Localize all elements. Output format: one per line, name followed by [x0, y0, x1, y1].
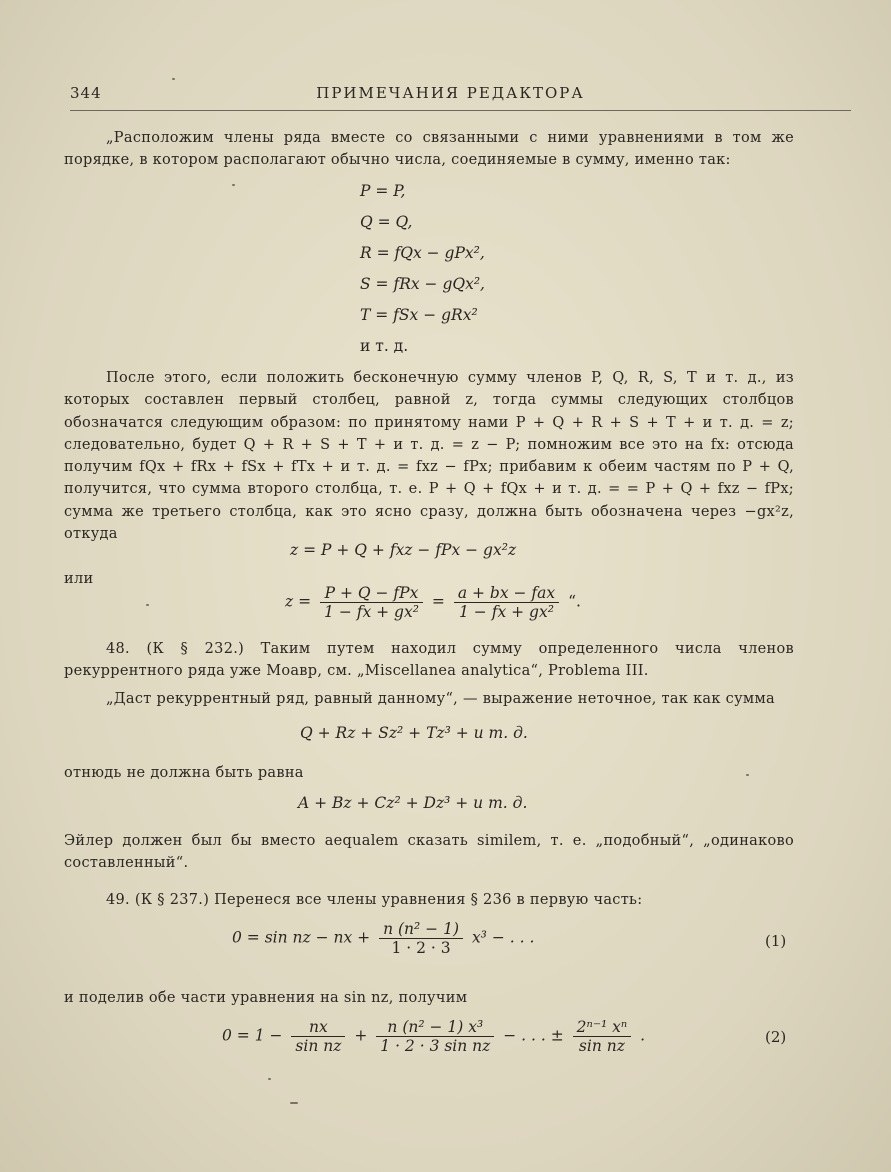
- eq1-numerator: n (n² − 1): [379, 920, 463, 939]
- eq2-left: 0 = 1 −: [222, 1026, 283, 1045]
- eq2-fraction-1: [291, 1018, 345, 1055]
- equation-sum-a: A + Bz + Cz² + Dz³ + и т. д.: [298, 794, 528, 812]
- equation-z: z = P + Q + fxz − fPx − gx²z: [290, 541, 517, 559]
- equation-1: [232, 920, 534, 957]
- fraction-2-denominator: 1 − fx + gx²: [459, 603, 554, 621]
- fraction-2-numerator: a + bx − fax: [454, 584, 559, 603]
- equation-t: T = fSx − gRx²: [360, 306, 478, 324]
- equation-2: [222, 1018, 645, 1055]
- note-48-paragraph: 48. (К § 232.) Таким путем находил сумму определенного числа членов рекуррентного ряда уже Моавр, см. „Miscellanea analytica“, Problema III.: [64, 641, 794, 679]
- scan-speck: [146, 604, 149, 606]
- equation-r: R = fQx − gPx²,: [360, 244, 485, 262]
- scan-speck: [268, 1078, 271, 1080]
- recurrent-paragraph: „Даст рекуррентный ряд, равный данному“, — выражение неточное, так как сумма: [106, 691, 776, 707]
- eq2-denominator-3: sin nz: [578, 1037, 625, 1055]
- fraction-1-denominator: 1 − fx + gx²: [324, 603, 419, 621]
- eq-frac-tail: “.: [568, 592, 581, 611]
- after-list-paragraph: После этого, если положить бесконечную сумму членов P, Q, R, S, T и т. д., из которых составлен первый столбец, равной z, тогда суммы следующих столбцов обозначатся следующим образом: по принятому нами P + Q + R + S + T + и т. д. = z; следовательно, будет Q + R + S + T + и т. д. = z − P; помножим все это на fx: отсюда получим fQx + fRx + fSx + fTx + и т. д. = fxz − fPx; прибавим к обеим частям по P + Q, получится, что сумма второго столбца, т. е. P + Q + fQx + и т. д. = = P + Q + fxz − fPx; сумма же третьего столбца, как это ясно сразу, должна быть обозначена через −gx²z, откуда: [64, 370, 794, 543]
- eq1-left: 0 = sin nz − nx +: [232, 928, 371, 947]
- eq2-denominator-1: sin nz: [295, 1037, 342, 1055]
- eq2-plus: +: [354, 1026, 368, 1045]
- eq1-right: x³ − . . .: [471, 928, 535, 947]
- scan-speck: [290, 1102, 298, 1104]
- fraction-1: [320, 584, 423, 621]
- equation-q: Q = Q,: [360, 213, 413, 231]
- eq2-fraction-3: [573, 1018, 632, 1055]
- eq2-denominator-2: 1 · 2 · 3 sin nz: [380, 1037, 491, 1055]
- page-number: 344: [70, 84, 102, 102]
- scan-speck: [172, 78, 175, 80]
- equation-2-number: (2): [765, 1028, 787, 1046]
- divide-text: и поделив обе части уравнения на sin nz, получим: [64, 990, 468, 1006]
- equation-s: S = fRx − gQx²,: [360, 275, 485, 293]
- equation-etc: и т. д.: [360, 337, 409, 355]
- equation-p: P = P,: [360, 182, 406, 200]
- header-rule: [70, 110, 851, 111]
- word-or: или: [64, 571, 94, 587]
- eq-frac-lhs: z =: [285, 592, 312, 611]
- eq2-fraction-2: [376, 1018, 494, 1055]
- fraction-1-numerator: P + Q − fPx: [320, 584, 423, 603]
- scan-speck: [746, 774, 749, 776]
- page-header: [70, 84, 831, 110]
- eq2-numerator-3: 2ⁿ⁻¹ xⁿ: [573, 1018, 632, 1037]
- fraction-2: [454, 584, 559, 621]
- scan-speck: [232, 184, 235, 186]
- eq1-denominator: 1 · 2 · 3: [391, 939, 451, 957]
- equation-fraction: [285, 584, 581, 621]
- eq-frac-equals: =: [431, 592, 445, 611]
- eq1-fraction: [379, 920, 463, 957]
- eq2-numerator-2: n (n² − 1) x³: [376, 1018, 494, 1037]
- note-49-paragraph: 49. (К § 237.) Перенеся все члены уравнения § 236 в первую часть:: [106, 892, 643, 908]
- running-head: ПРИМЕЧАНИЯ РЕДАКТОРА: [316, 84, 585, 102]
- equation-sum-q: Q + Rz + Sz² + Tz³ + и т. д.: [300, 724, 528, 742]
- intro-paragraph: „Расположим члены ряда вместе со связанными с ними уравнениями в том же порядке, в котором располагают обычно числа, соединяемые в сумму, именно так:: [64, 130, 794, 168]
- euler-paragraph: Эйлер должен был бы вместо aequalem сказать similem, т. е. „подобный“, „одинаково составленный“.: [64, 833, 794, 871]
- not-equal-text: отнюдь не должна быть равна: [64, 765, 304, 781]
- equation-list: [360, 176, 485, 362]
- eq2-numerator-1: nx: [291, 1018, 345, 1037]
- equation-1-number: (1): [765, 932, 787, 950]
- eq2-mid: − . . . ±: [503, 1026, 564, 1045]
- eq2-end: .: [640, 1026, 646, 1045]
